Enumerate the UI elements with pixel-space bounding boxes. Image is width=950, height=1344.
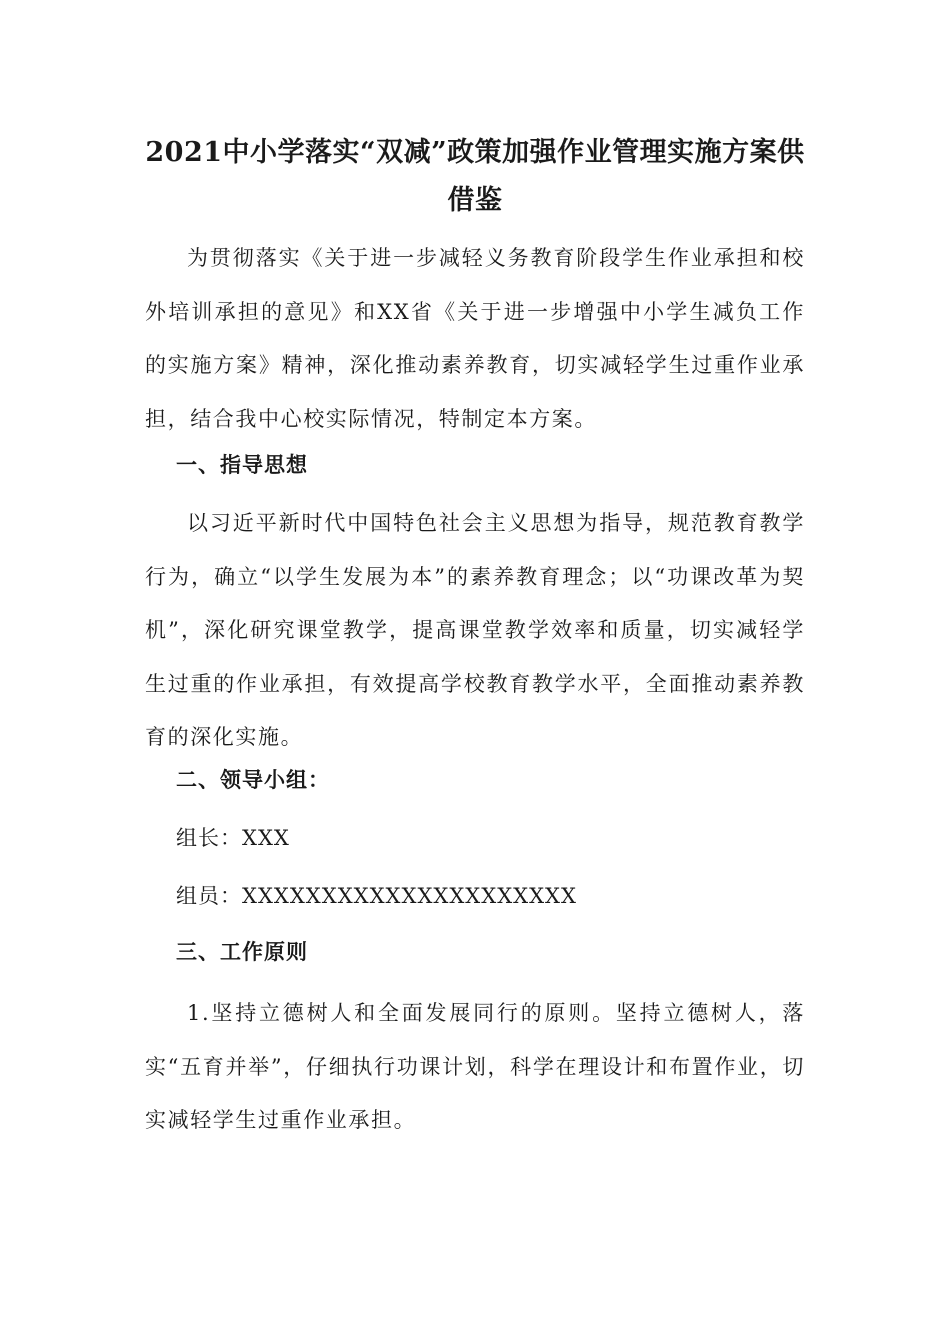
group-leader-line: 组长：XXX (176, 826, 290, 850)
document-title-line1: 2021中小学落实“双减”政策加强作业管理实施方案供 (145, 137, 805, 168)
guiding-ideology-paragraph: 以习近平新时代中国特色社会主义思想为指导，规范教育教学行为，确立“以学生发展为本”的素养教育理念；以“功课改革为契机”，深化研究课堂教学，提高课堂教学效率和质量，切实减轻学生过重的作业承担，有效提高学校教育教学水平，全面推动素养教育的深化实施。 (145, 511, 805, 749)
section-heading-guiding-ideology: 一、指导思想 (176, 452, 308, 477)
group-members-line: 组员：XXXXXXXXXXXXXXXXXXXXX (176, 884, 577, 908)
principle-1-paragraph: 1.坚持立德树人和全面发展同行的原则。坚持立德树人，落实“五育并举”，仔细执行功课计划，科学在理设计和布置作业，切实减轻学生过重作业承担。 (145, 1001, 805, 1132)
intro-paragraph: 为贯彻落实《关于进一步减轻义务教育阶段学生作业承担和校外培训承担的意见》和XX省《关于进一步增强中小学生减负工作的实施方案》精神，深化推动素养教育，切实减轻学生过重作业承担，结合我中心校实际情况，特制定本方案。 (145, 246, 805, 431)
document-title-line2: 借鉴 (447, 185, 503, 216)
section-heading-work-principles: 三、工作原则 (176, 939, 308, 964)
section-heading-leadership-group: 二、领导小组： (176, 767, 330, 792)
